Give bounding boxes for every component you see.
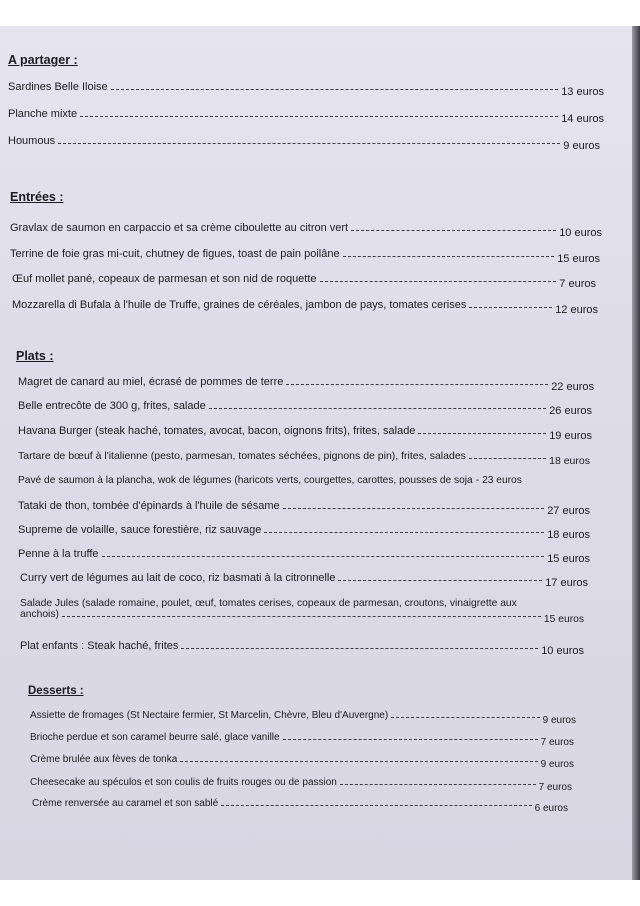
menu-item [8,108,604,125]
item-price: 15 euros [547,553,590,565]
menu-item [8,135,600,152]
item-price: 22 euros [551,381,594,393]
item-price: 9 euros [540,759,574,770]
item-name: Houmous [8,135,56,147]
dot-leader [469,307,552,308]
dot-leader [418,433,546,434]
item-price: 23 euros [482,475,522,486]
dot-leader [180,761,537,762]
menu-item [8,81,604,98]
dot-leader [58,143,560,144]
item-name: Penne à la truffe [18,548,99,560]
dot-leader [286,384,548,385]
item-name: Salade Jules (salade romaine, poulet, œuf, tomates cerises, copeaux de parmesan, croutons, vinaigrette aux [20,598,517,609]
item-name: Brioche perdue et son caramel beurre salé, glace vanille [30,732,280,743]
item-name: Plat enfants : Steak haché, frites [20,640,179,652]
dot-leader [181,648,538,649]
item-name: Mozzarella di Bufala à l'huile de Truffe, graines de céréales, jambon de pays, tomates cerises [12,299,467,311]
item-name: Œuf mollet pané, copeaux de parmesan et son nid de roquette [12,273,317,285]
menu-item [12,273,596,290]
menu-item [10,222,602,239]
item-price: 13 euros [561,86,604,98]
dot-leader [340,784,536,785]
item-price: 7 euros [540,737,574,748]
item-name: Tartare de bœuf à l'italienne (pesto, parmesan, tomates séchées, pignons de pin), frites, salades [18,450,466,462]
dot-leader [264,532,544,533]
item-name: Pavé de saumon à la plancha, wok de légumes (haricots verts, courgettes, carottes, pousses de soja [18,475,473,486]
item-price: 9 euros [542,715,576,726]
menu-photo [0,26,640,880]
menu-item [18,500,590,517]
item-name: Curry vert de légumes au lait de coco, riz basmati à la citronnelle [20,572,336,584]
item-name: Planche mixte [8,108,78,120]
dot-leader [283,739,538,740]
menu-item [30,777,572,793]
item-price: 9 euros [563,140,600,152]
item-name: Belle entrecôte de 300 g, frites, salade [18,400,206,412]
item-price: 7 euros [559,278,596,290]
dot-leader [102,556,545,557]
dot-leader [338,580,542,581]
dot-leader [283,508,545,509]
item-name: Supreme de volaille, sauce forestière, riz sauvage [18,524,262,536]
item-price: 26 euros [549,405,592,417]
item-price: 12 euros [555,304,598,316]
item-name: Crème brulée aux fèves de tonka [30,754,178,765]
background-edge [632,26,640,880]
item-price: 15 euros [543,614,584,625]
item-name: Havana Burger (steak haché, tomates, avocat, bacon, oignons frits), frites, salade [18,425,416,437]
item-name-continued: anchois) [20,609,59,620]
menu-item: Pavé de saumon à la plancha, wok de légumes (haricots verts, courgettes, carottes, pousses de soja - 23 euros [18,475,522,486]
item-name: Cheesecake au spéculos et son coulis de fruits rouges ou de passion [30,777,337,788]
menu-item [18,450,590,467]
menu-item [30,710,576,726]
item-name: Tataki de thon, tombée d'épinards à l'huile de sésame [18,500,280,512]
item-price: 7 euros [538,782,572,793]
item-name: Assiette de fromages (St Nectaire fermier, St Marcelin, Chèvre, Bleu d'Auvergne) [30,710,389,721]
item-price: 6 euros [534,803,568,814]
menu-item [30,732,574,748]
item-price: 10 euros [559,227,602,239]
menu-item [18,524,590,541]
item-name: Terrine de foie gras mi-cuit, chutney de figues, toast de pain poilâne [10,248,340,260]
item-price: 15 euros [557,253,600,265]
dot-leader [221,805,531,806]
item-price: 14 euros [561,113,604,125]
menu-item [20,572,588,589]
item-name: Gravlax de saumon en carpaccio et sa crème ciboulette au citron vert [10,222,349,234]
dot-leader [351,230,556,231]
menu-item [32,798,568,814]
item-price: 27 euros [547,505,590,517]
menu-item [20,640,584,657]
menu-item [18,376,594,393]
item-name: Sardines Belle Iloise [8,81,108,93]
menu-item [10,248,600,265]
section-title-plats: Plats : [16,349,54,363]
dot-leader [62,616,541,617]
dot-leader [320,281,557,282]
item-price: 19 euros [549,430,592,442]
menu-item [18,400,592,417]
menu-item [20,598,584,625]
section-title-desserts: Desserts : [28,685,84,697]
item-price: 18 euros [549,455,590,467]
menu-item [18,425,592,442]
dot-leader [469,458,546,459]
item-price: 17 euros [545,577,588,589]
dot-leader [80,116,558,117]
item-price: 10 euros [541,645,584,657]
menu-item [18,548,590,565]
menu-item [30,754,574,770]
menu-sheet [0,26,632,880]
dot-leader [391,717,539,718]
item-name: Magret de canard au miel, écrasé de pommes de terre [18,376,284,388]
menu-item [12,299,598,316]
dot-leader [343,256,555,257]
section-title-entrees: Entrées : [10,190,64,204]
dot-leader [209,408,546,409]
dot-leader [111,89,559,90]
item-name: Crème renversée au caramel et son sablé [32,798,219,809]
section-title-partager: A partager : [8,53,78,67]
item-price: 18 euros [547,529,590,541]
